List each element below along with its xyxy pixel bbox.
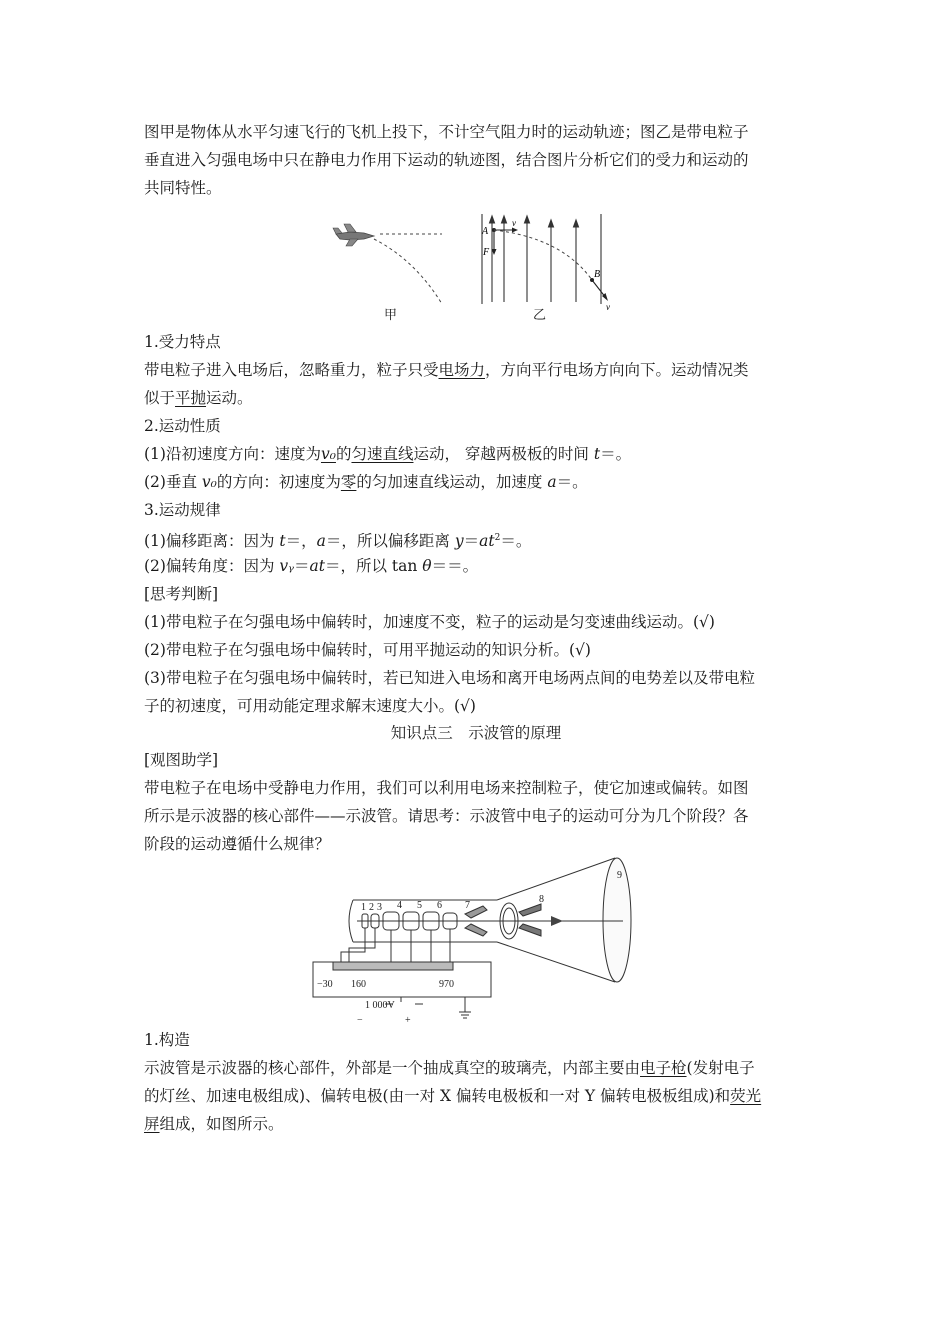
electron-beam-arrow [551, 916, 563, 926]
answer-electron-gun: 电子枪 [640, 1059, 687, 1077]
s3-line-2: (2)偏转角度：因为 vᵧ＝at＝，所以 tan θ＝＝。 [144, 557, 479, 575]
voltage-1000: 1 000V [365, 1000, 395, 1011]
trajectory-figure [330, 212, 630, 324]
tube-label-7: 7 [465, 900, 470, 911]
think-q2: (2)带电粒子在匀强电场中偏转时，可用平抛运动的知识分析。(√) [144, 641, 591, 659]
caption-yi: 乙 [533, 308, 547, 323]
section-title: 知识点三 示波管的原理 [390, 724, 562, 742]
think-q1: (1)带电粒子在匀强电场中偏转时，加速度不变，粒子的运动是匀变速曲线运动。(√) [144, 613, 715, 631]
tube-label-6: 6 [437, 900, 442, 911]
tube-label-1: 1 [361, 902, 366, 913]
airplane-icon [333, 224, 374, 246]
terminal-plus: + [405, 1015, 411, 1026]
answer-fluorescent: 荧光 [730, 1087, 762, 1105]
label-v-bottom: v [606, 302, 610, 312]
s3-line-1: (1)偏移距离：因为 t＝，a＝，所以偏移距离 $y=at^2=$。 [144, 532, 532, 551]
electric-field-lines [482, 214, 601, 304]
tube-label-4: 4 [397, 900, 402, 911]
intro-line-2: 垂直进入匀强电场中只在静电力作用下运动的轨迹图，结合图片分析它们的受力和运动的 [144, 151, 749, 169]
terminal-minus: − [357, 1015, 363, 1026]
label-F: F [483, 247, 490, 258]
s2-line-2: (2)垂直 v₀的方向：初速度为零的匀加速直线运动，加速度 a＝。 [144, 473, 588, 491]
oscilloscope-tube-figure [305, 852, 650, 1027]
s4-line-2: 的灯丝、加速电极组成)、偏转电极(由一对 X 偏转电极板和一对 Y 偏转电极板组成)和荧光 [144, 1087, 762, 1105]
intro-line-3: 共同特性。 [144, 179, 222, 197]
s2-heading: 2.运动性质 [144, 417, 221, 435]
label-v-top: v [512, 218, 516, 228]
section3-line-3: 阶段的运动遵循什么规律？ [144, 835, 331, 853]
s1-line-2: 似于平抛运动。 [144, 389, 253, 407]
voltage-970: 970 [439, 979, 454, 990]
voltage-160: 160 [351, 979, 366, 990]
s1-line-1: 带电粒子进入电场后，忽略重力，粒子只受电场力，方向平行电场方向向下。运动情况类 [144, 361, 749, 379]
answer-uniform-linear: 匀速直线 [351, 445, 414, 463]
tube-label-5: 5 [417, 900, 422, 911]
caption-jia: 甲 [384, 308, 398, 323]
s2-line-1: (1)沿初速度方向：速度为v₀的匀速直线运动， 穿越两极板的时间 t＝。 [144, 445, 632, 463]
s4-line-1: 示波管是示波器的核心部件，外部是一个抽成真空的玻璃壳，内部主要由电子枪(发射电子 [144, 1059, 755, 1077]
tube-label-9: 9 [617, 870, 622, 881]
tube-label-3: 3 [377, 902, 382, 913]
answer-screen: 屏 [144, 1115, 160, 1133]
answer-zero: 零 [340, 473, 357, 491]
section-sub: [观图助学] [144, 751, 219, 769]
think-q3-line-1: (3)带电粒子在匀强电场中偏转时，若已知进入电场和离开电场两点间的电势差以及带电粒 [144, 669, 755, 687]
tube-label-8: 8 [539, 894, 544, 905]
section3-line-1: 带电粒子在电场中受静电力作用，我们可以利用电场来控制粒子，使它加速或偏转。如图 [144, 779, 749, 797]
section3-line-2: 所示是示波器的核心部件——示波管。请思考：示波管中电子的运动可分为几个阶段？各 [144, 807, 749, 825]
s1-heading: 1.受力特点 [144, 333, 221, 351]
particle-trajectory [494, 230, 592, 280]
label-B: B [594, 269, 601, 280]
answer-projectile: 平抛 [175, 389, 207, 407]
intro-line-1: 图甲是物体从水平匀速飞行的飞机上投下，不计空气阻力时的运动轨迹；图乙是带电粒子 [144, 123, 749, 141]
think-heading: [思考判断] [144, 585, 219, 603]
voltage-minus30: −30 [317, 979, 333, 990]
s4-line-3: 屏组成，如图所示。 [144, 1115, 284, 1133]
label-A: A [482, 226, 489, 237]
drop-trajectory [374, 239, 442, 304]
s4-heading: 1.构造 [144, 1031, 190, 1049]
think-q3-line-2: 子的初速度，可用动能定理求解末速度大小。(√) [144, 697, 476, 715]
s3-heading: 3.运动规律 [144, 501, 221, 519]
answer-electric-force: 电场力 [438, 361, 486, 379]
tube-label-2: 2 [369, 902, 374, 913]
